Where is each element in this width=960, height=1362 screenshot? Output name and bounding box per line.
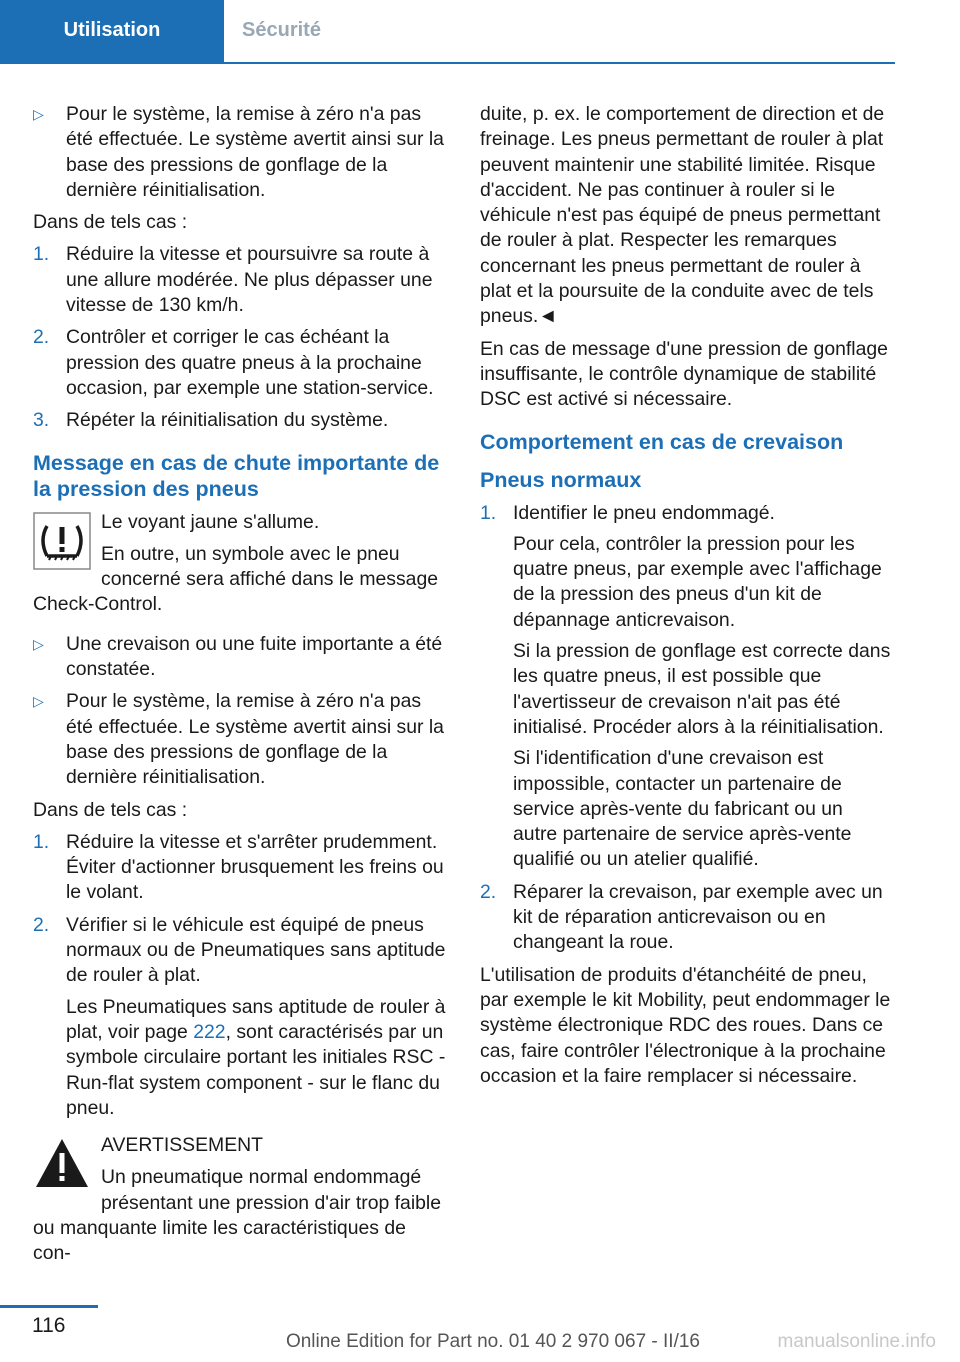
step-text: Réduire la vitesse et s'arrêter prudemment. Éviter d'actionner brusquement les freins ou le volant. [66, 830, 444, 904]
footer-rule [0, 1305, 98, 1308]
step-detail: Pour cela, contrôler la pression pour les quatre pneus, par exemple avec l'affichage de la pression des pneus d'un kit de dépannage anticrevaison. [513, 532, 882, 631]
header-tabs [0, 0, 895, 64]
warning-title: AVERTISSEMENT [101, 1134, 263, 1157]
detail-text: , sont caractérisés par un symbole circulaire portant les initiales RSC - Run-flat system component - sur le flanc du pneu. [66, 1020, 446, 1119]
step-text: Réduire la vitesse et poursuivre sa route à une allure modérée. Ne plus dépasser une vitesse de 130 km/h. [66, 243, 433, 317]
step-detail: Si la pression de gonflage est correcte dans les quatre pneus, il est possible que l'avertisseur de crevaison n'ait pas été initialisé. Procéder alors à la réinitialisation. [513, 640, 891, 738]
step-text: Vérifier si le véhicule est équipé de pneus normaux ou de Pneumatiques sans aptitude de rouler à plat. [66, 913, 446, 987]
step-number: 1. [480, 501, 497, 524]
warning-block [33, 1133, 448, 1266]
paragraph: En outre, un symbole avec le pneu concerné sera affiché dans le message Check-Control. [33, 542, 439, 616]
step-number: 2. [33, 326, 50, 349]
warning-text: Un pneumatique normal endommagé présentant une pression d'air trop faible ou manquante limite les caractéristiques de con- [33, 1166, 442, 1265]
step-item [480, 501, 892, 873]
step-text: Contrôler et corriger le cas échéant la pression des quatre pneus à la prochaine occasion, par exemple une station-service. [66, 326, 434, 399]
bullet-marker: ▷ [33, 106, 44, 122]
step-detail: Si l'identification d'une crevaison est impossible, contacter un partenaire de service après-vente du fabricant ou un autre partenaire de service après-vente qualifié ou un atelier qualifié. [513, 747, 852, 871]
step-item [33, 408, 448, 433]
step-number: 1. [33, 830, 50, 853]
paragraph: Dans de tels cas : [33, 798, 188, 821]
tab-securite[interactable]: Sécurité [242, 19, 321, 41]
tab-utilisation[interactable]: Utilisation [0, 0, 224, 62]
left-column [33, 102, 448, 1274]
paragraph: duite, p. ex. le comportement de direction et de freinage. Les pneus permettant de rouler à plat peuvent maintenir une stabilité limitée. Risque d'accident. Ne pas continuer à rouler si le véhicule n'est pas équipé de pneus permettant de rouler à plat. Respecter les remarques concernant les pneus permettant de rouler à plat et la poursuite de la conduite avec de tels pneus.◄ [480, 103, 885, 328]
tire-pressure-warning-icon [33, 512, 91, 570]
step-text: Réparer la crevaison, par exemple avec un kit de réparation anticrevaison ou en changeant la roue. [513, 880, 883, 954]
watermark: manualsonline.info [777, 1331, 936, 1352]
tire-pressure-block [33, 510, 448, 618]
edition-note: Online Edition for Part no. 01 40 2 970 067 - II/16 [285, 1331, 700, 1352]
paragraph: Le voyant jaune s'allume. [101, 510, 320, 533]
step-item [33, 325, 448, 401]
paragraph: Dans de tels cas : [33, 211, 188, 234]
paragraph: En cas de message d'une pression de gonflage insuffisante, le contrôle dynamique de stabilité DSC est activé si nécessaire. [480, 337, 888, 411]
step-item [480, 880, 892, 956]
step-number: 3. [33, 409, 50, 432]
step-text: Répéter la réinitialisation du système. [66, 409, 389, 432]
step-text: Identifier le pneu endommagé. [513, 501, 775, 524]
bullet-marker: ▷ [33, 693, 44, 710]
bullet-text: Une crevaison ou une fuite importante a été constatée. [66, 632, 443, 681]
bullet-text: Pour le système, la remise à zéro n'a pas été effectuée. Le système avertit ainsi sur la base des pressions de gonflage de la dernière réinitialisation. [66, 103, 444, 201]
section-heading: Message en cas de chute importante de la pression des pneus [33, 450, 440, 501]
detail-text: Les Pneumatiques sans aptitude de rouler à plat, voir page [66, 995, 446, 1043]
page-link[interactable]: 222 [193, 1020, 226, 1043]
right-column [480, 102, 892, 1096]
step-number: 1. [33, 243, 50, 266]
bullet-item [33, 689, 448, 790]
step-number: 2. [480, 880, 497, 903]
bullet-item [33, 632, 448, 683]
bullet-marker: ▷ [33, 635, 44, 652]
warning-triangle-icon [33, 1135, 91, 1193]
bullet-item [33, 102, 448, 203]
step-item [33, 830, 448, 906]
bullet-text: Pour le système, la remise à zéro n'a pas été effectuée. Le système avertit ainsi sur la base des pressions de gonflage de la dernière réinitialisation. [66, 690, 444, 789]
paragraph: L'utilisation de produits d'étanchéité de pneu, par exemple le kit Mobility, peut endommager le système électronique RDC des roues. Dans ce cas, faire contrôler l'électronique à la prochaine occasion et la faire remplacer si nécessaire. [480, 963, 891, 1087]
subsection-heading: Pneus normaux [480, 467, 642, 492]
section-heading: Comportement en cas de crevaison [480, 429, 844, 454]
page-number: 116 [32, 1314, 66, 1337]
step-item [33, 242, 448, 318]
step-item [33, 913, 448, 1121]
step-number: 2. [33, 913, 50, 936]
step-detail [66, 995, 448, 1121]
